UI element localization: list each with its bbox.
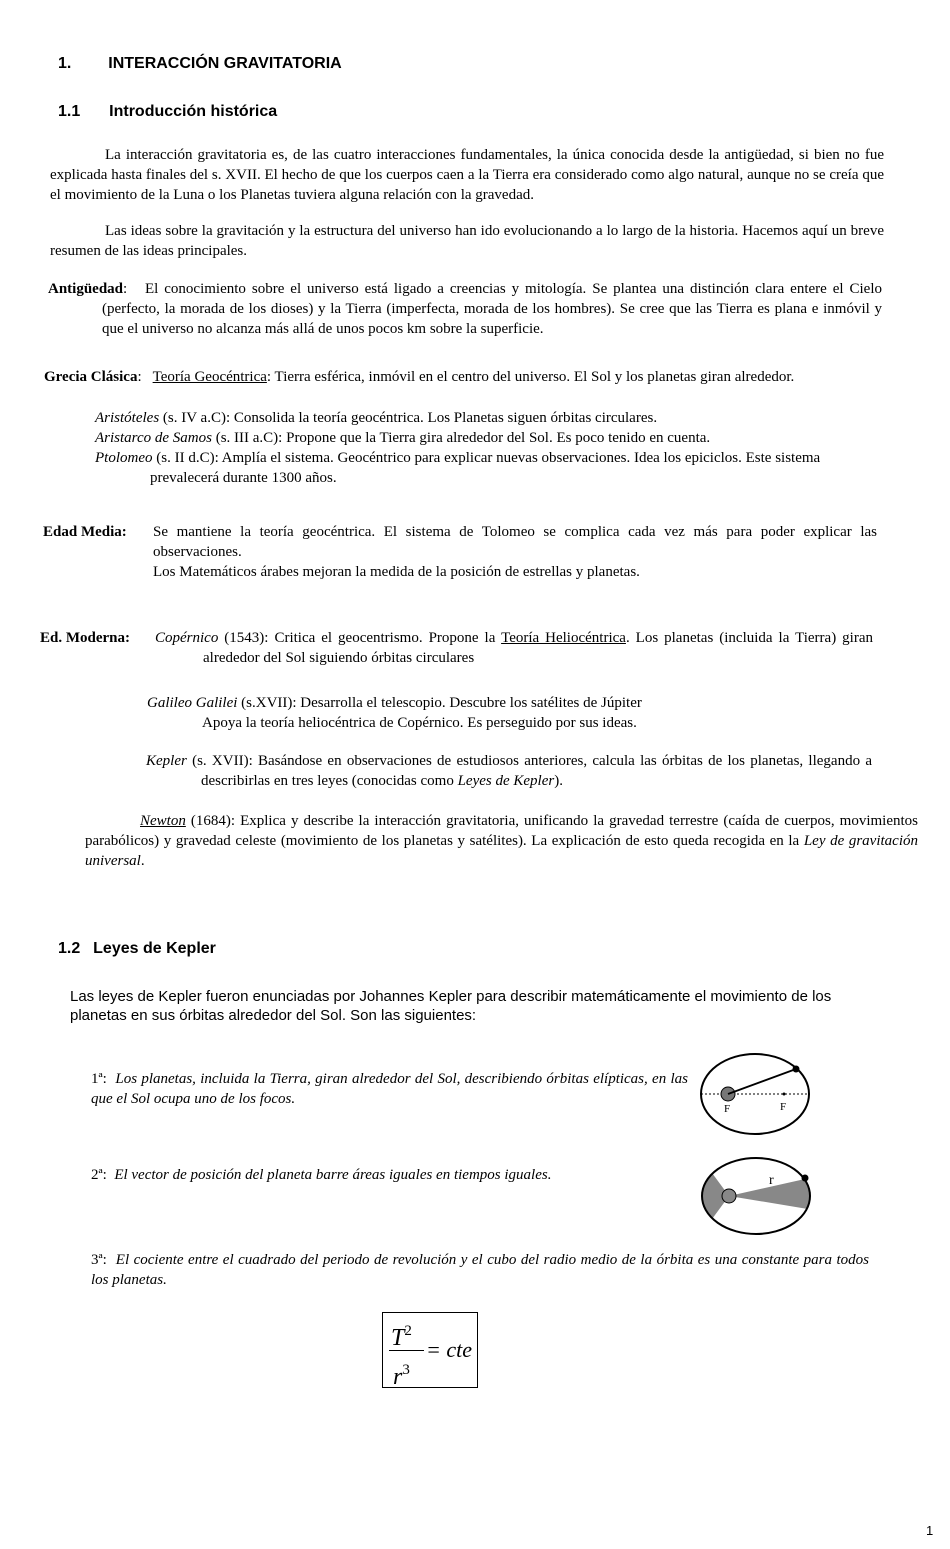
- law-2-text: El vector de posición del planeta barre áreas iguales en tiempos iguales.: [114, 1167, 552, 1183]
- galileo-text-2: Apoya la teoría heliocéntrica de Copérnico. Es perseguido por sus ideas.: [202, 715, 637, 731]
- fraction-bar: [389, 1350, 424, 1351]
- formula-r: r: [393, 1364, 403, 1390]
- planet-icon-2: [802, 1175, 809, 1182]
- law-1-text: Los planetas, incluida la Tierra, giran alrededor del Sol, describiendo órbitas elípticas, en las que el Sol ocupa uno de los focos.: [91, 1071, 689, 1107]
- aristarco-entry: [95, 428, 875, 448]
- newton-entry: [85, 811, 918, 871]
- grecia-entry: Grecia Clásica: Teoría Geocéntrica: Tierra esférica, inmóvil en el centro del universo. El Sol y los planetas giran alrededor.: [44, 369, 795, 385]
- kepler-text-2: ).: [554, 773, 563, 789]
- section-1-title: INTERACCIÓN GRAVITATORIA: [108, 55, 342, 72]
- law-1-number: 1ª:: [91, 1071, 107, 1087]
- section-1-1-heading: [58, 103, 277, 121]
- copernico-text-1: (1543): Critica el geocentrismo. Propone la: [218, 630, 502, 646]
- focus-2-label: F: [780, 1101, 787, 1113]
- antiguedad-label: Antigüedad: [48, 281, 124, 297]
- section-1-1-title: Introducción histórica: [109, 103, 278, 120]
- section-1-1-number: 1.1: [58, 103, 81, 120]
- section-1-heading: [58, 55, 342, 73]
- ellipse-foci-diagram: [698, 1050, 812, 1138]
- copernico-entry: [155, 628, 873, 668]
- equal-areas-diagram: [698, 1154, 814, 1238]
- edad-media-label: Edad Media:: [43, 524, 127, 540]
- kepler-entry: [146, 751, 872, 791]
- newton-text-2: .: [140, 853, 145, 869]
- edad-media-label-text: Edad Media: [43, 524, 122, 540]
- law-3-number: 3ª:: [91, 1252, 107, 1268]
- focus-1-label: F: [724, 1103, 731, 1115]
- sun-icon-2: [722, 1189, 736, 1203]
- kepler-intro: Las leyes de Kepler fueron enunciadas por Johannes Kepler para describir matemáticamente el movimiento de los planetas en sus órbitas alrededor del Sol. Son las siguientes:: [70, 988, 832, 1024]
- law-2: [91, 1165, 688, 1185]
- page-number: 1: [926, 1523, 934, 1538]
- moderna-label: Ed. Moderna:: [40, 630, 131, 646]
- planet-icon: [793, 1066, 800, 1073]
- aristarco-text: (s. III a.C): Propone que la Tierra gira alrededor del Sol. Es poco tenido en cuenta.: [211, 430, 711, 446]
- antiguedad-entry: Antigüedad: El conocimiento sobre el universo está ligado a creencias y mitología. Se plantea una distinción clara entere el Cielo (perfecto, la morada de los dioses) y la Tierra (imperfecta, morada de los hombres). Se cree que las Tierra es plana e inmóvil y que el universo no alcanza más allá de unos pocos km sobre la superficie.: [48, 281, 882, 337]
- formula-denominator: [393, 1358, 410, 1389]
- grecia-theory-text: : Tierra esférica, inmóvil en el centro del universo. El Sol y los planetas giran alrededor.: [266, 369, 795, 385]
- edad-media-text-2: Los Matemáticos árabes mejoran la medida de la posición de estrellas y planetas.: [153, 564, 640, 580]
- newton-name: Newton: [140, 813, 186, 829]
- galileo-text-1: (s.XVII): Desarrolla el telescopio. Descubre los satélites de Júpiter: [237, 695, 642, 711]
- moderna-label-text: Ed. Moderna: [40, 630, 126, 646]
- focus-2-marker: [783, 1093, 786, 1096]
- radius-label: r: [769, 1173, 774, 1188]
- aristoteles-text: (s. IV a.C): Consolida la teoría geocéntrica. Los Planetas siguen órbitas circulares.: [159, 410, 658, 426]
- galileo-entry-line-1: [147, 693, 877, 713]
- copernico-text-2: . Los planetas (incluida la Tierra) giran alrededor del Sol siguiendo órbitas circulares: [203, 630, 873, 666]
- kepler-laws-term: Leyes de Kepler: [457, 773, 555, 789]
- heliocentric-theory: Teoría Heliocéntrica: [501, 630, 626, 646]
- formula-r-exponent: 3: [402, 1362, 410, 1378]
- law-3-text: El cociente entre el cuadrado del periodo de revolución y el cubo del radio medio de la órbita es una constante para todos los planetas.: [91, 1252, 869, 1288]
- formula-T-exponent: 2: [404, 1323, 412, 1339]
- edad-media-text-1: Se mantiene la teoría geocéntrica. El sistema de Tolomeo se complica cada vez más para poder explicar las observaciones.: [153, 524, 877, 560]
- formula-numerator: [391, 1318, 412, 1351]
- formula-T: T: [391, 1325, 405, 1351]
- geocentric-theory: Teoría Geocéntrica: [152, 369, 267, 385]
- ptolomeo-text: (s. II d.C): Amplía el sistema. Geocéntrico para explicar nuevas observaciones. Idea los epiciclos. Este sistema prevalecerá durante 1300 años.: [150, 450, 821, 486]
- grecia-label: Grecia Clásica: [44, 369, 138, 385]
- law-2-number: 2ª:: [91, 1167, 107, 1183]
- law-3: [91, 1250, 869, 1290]
- antiguedad-text: El conocimiento sobre el universo está ligado a creencias y mitología. Se plantea una distinción clara entere el Cielo (perfecto, la morada de los dioses) y la Tierra (imperfecta, morada de los hombres). Se cree que las Tierra es plana e inmóvil y que el universo no alcanza más allá de unos pocos km sobre la superficie.: [102, 281, 882, 337]
- formula-rhs: = cte: [426, 1337, 472, 1362]
- ptolomeo-entry: [95, 448, 875, 488]
- section-1-number: 1.: [58, 55, 72, 72]
- newton-law-term: Ley de gravitación universal: [85, 833, 918, 869]
- section-1-2-title: Leyes de Kepler: [93, 940, 216, 957]
- section-1-2-heading: [58, 940, 216, 958]
- law-1: [91, 1069, 688, 1109]
- kepler-text-1: (s. XVII): Basándose en observaciones de estudiosos anteriores, calcula las órbitas de los planetas, llegando a describirlas en tres leyes (conocidas como: [186, 753, 872, 789]
- kepler-third-law-formula: [382, 1312, 478, 1388]
- intro-paragraph-2: Las ideas sobre la gravitación y la estructura del universo han ido evolucionando a lo largo de la historia. Hacemos aquí un breve resumen de las ideas principales.: [50, 223, 884, 259]
- intro-paragraph-1: La interacción gravitatoria es, de las cuatro interacciones fundamentales, la única conocida desde la antigüedad, si bien no fue explicada hasta finales del s. XVII. El hecho de que los cuerpos caen a la Tierra era considerado como algo natural, aunque no se creía que el movimiento de la Luna o los Planetas tuviera alguna relación con la gravedad.: [50, 147, 884, 203]
- galileo-name: Galileo Galilei: [147, 695, 238, 711]
- aristarco-name: Aristarco de Samos: [95, 430, 212, 446]
- aristoteles-name: Aristóteles: [95, 410, 160, 426]
- copernico-name: Copérnico: [155, 630, 219, 646]
- newton-text-1: (1684): Explica y describe la interacción gravitatoria, unificando la gravedad terrestre (caída de cuerpos, movimientos parabólicos) y gravedad celeste (movimiento de los planetas y satélites). La explicación de esto queda recogida en la: [85, 813, 918, 849]
- kepler-name: Kepler: [146, 753, 187, 769]
- aristoteles-entry: [95, 408, 875, 428]
- section-1-2-number: 1.2: [58, 940, 81, 957]
- ptolomeo-name: Ptolomeo: [95, 450, 153, 466]
